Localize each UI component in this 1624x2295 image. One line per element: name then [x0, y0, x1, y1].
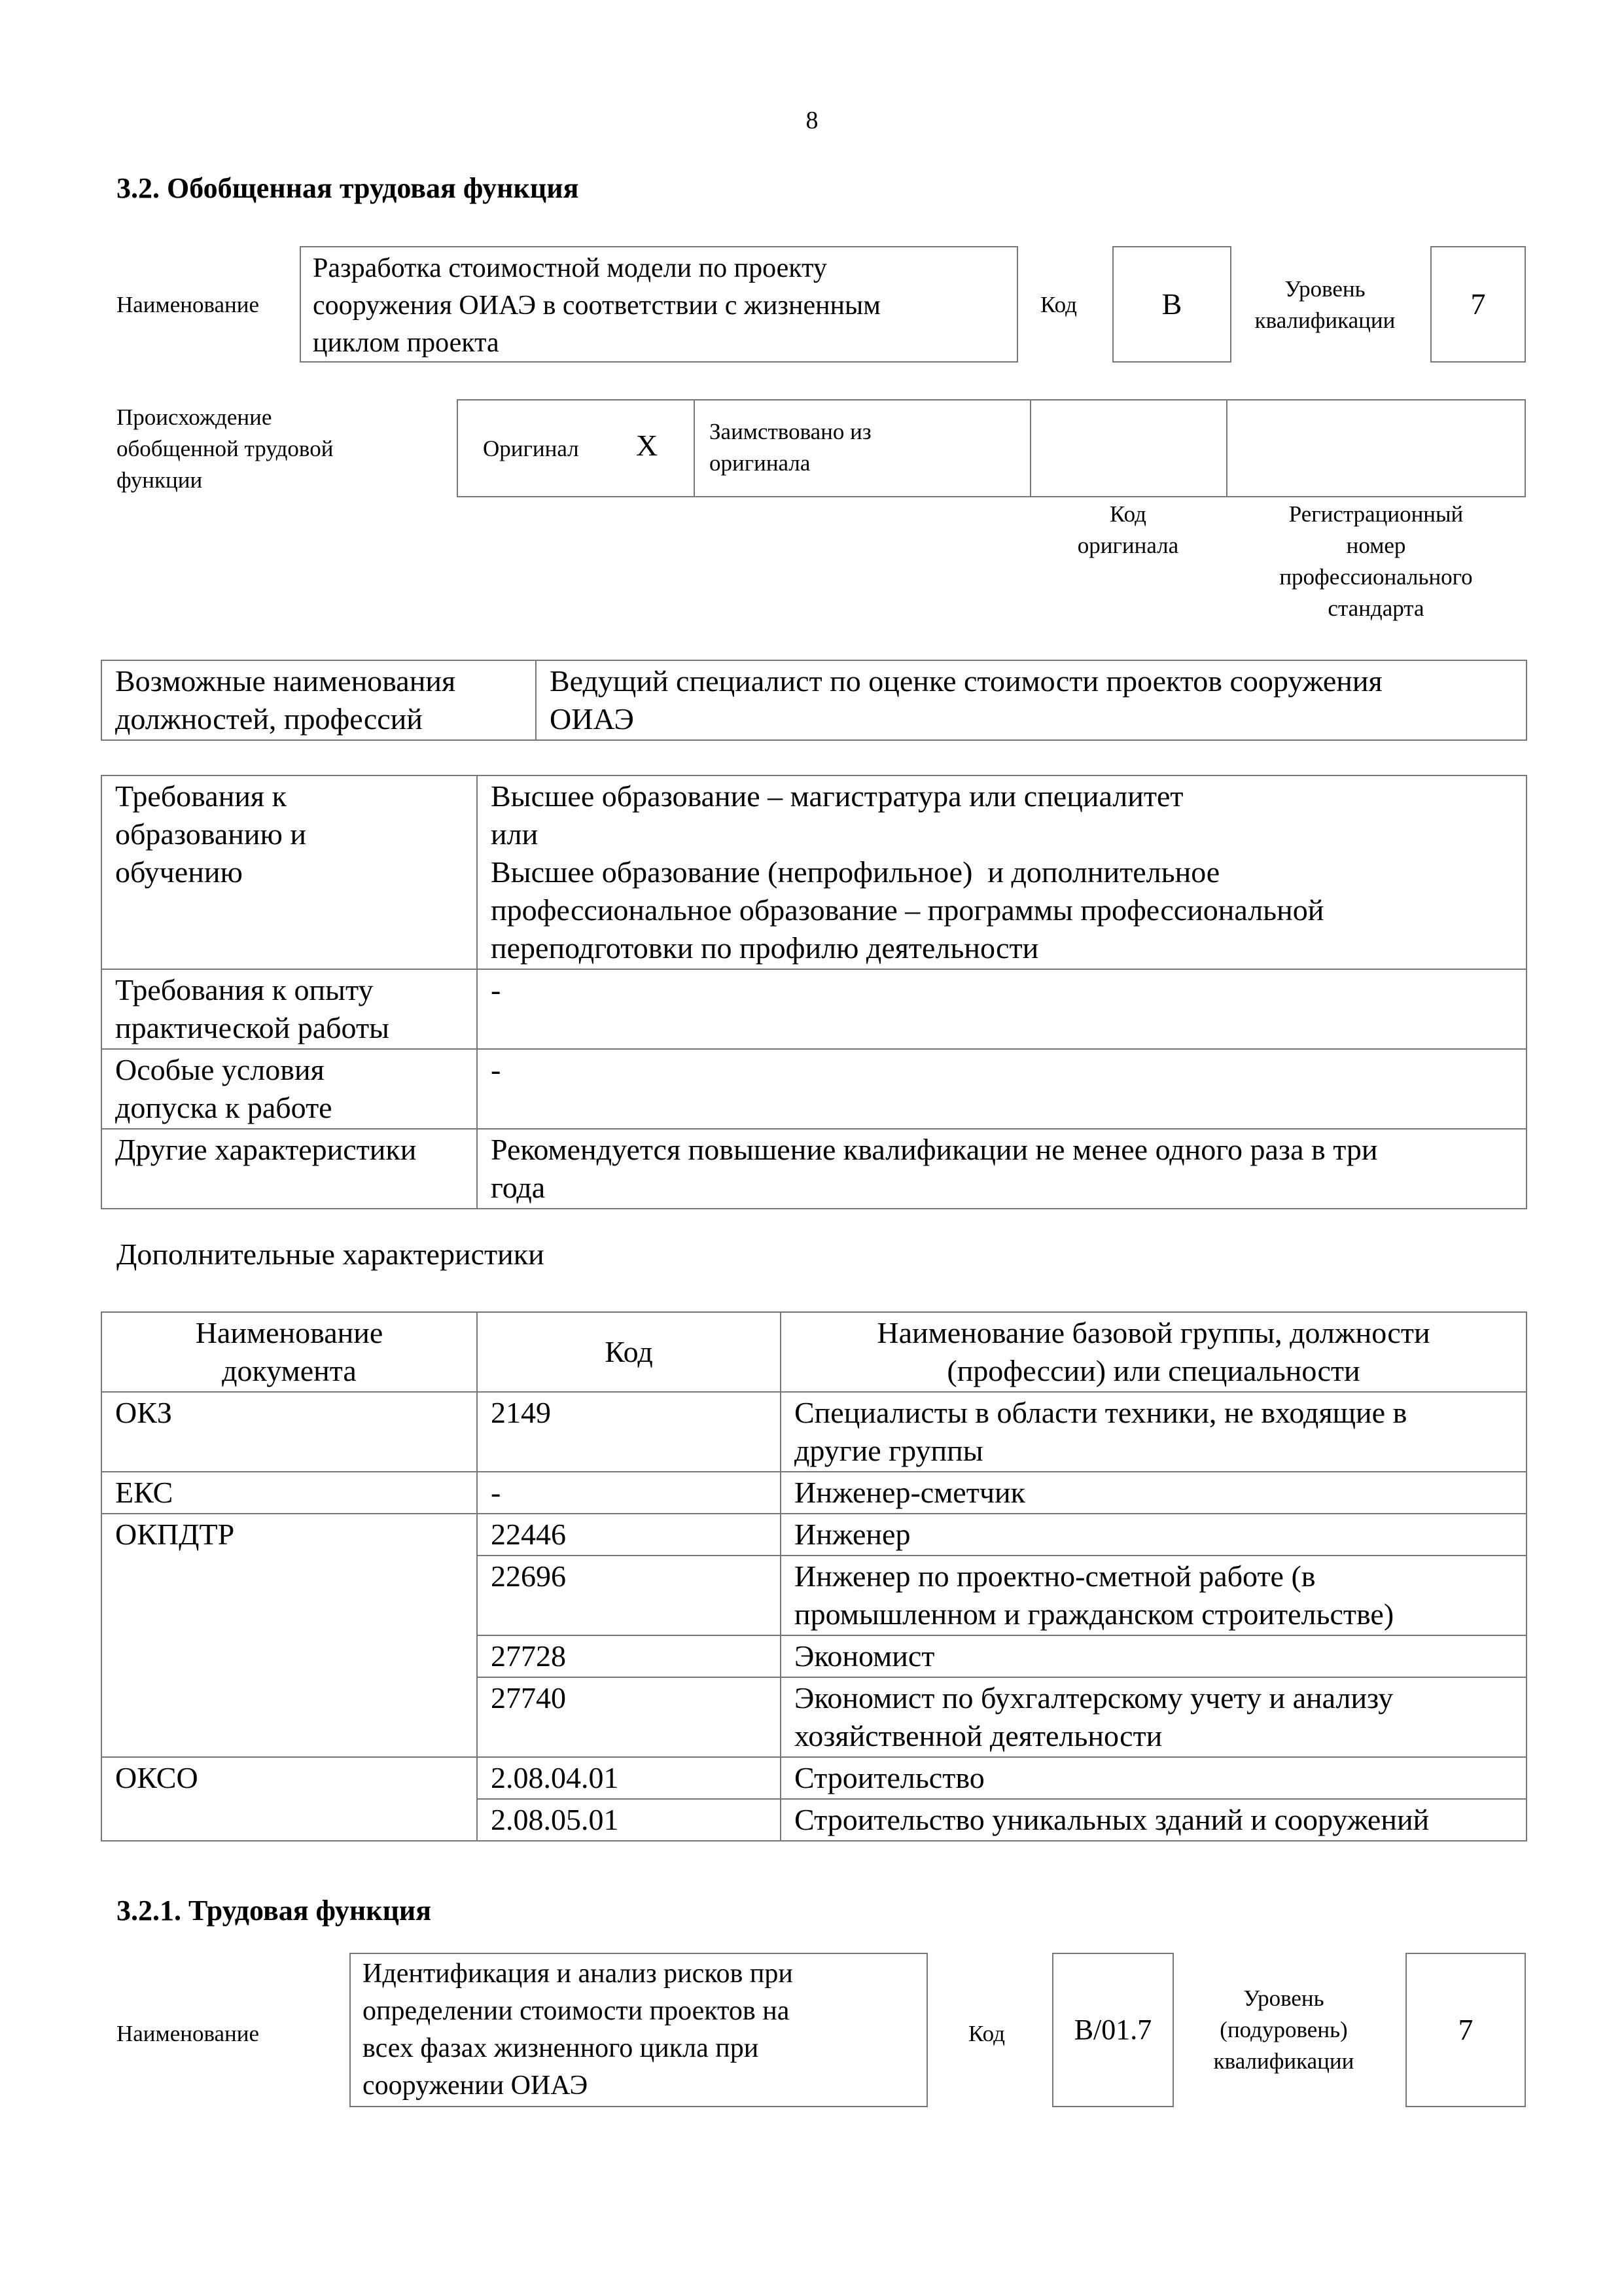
cell-line: ОИАЭ — [550, 702, 634, 736]
tf-name-line: всех фазах жизненного цикла при — [362, 2033, 759, 2063]
code-cell: - — [477, 1472, 781, 1514]
origin-label — [116, 402, 333, 496]
table-row — [101, 775, 1527, 969]
req-label — [101, 969, 477, 1049]
cell-line: или — [491, 817, 538, 851]
cell-line: Требования к опыту — [115, 973, 374, 1006]
table-row — [101, 1472, 1527, 1514]
req-value — [477, 775, 1527, 969]
borrowed-label — [709, 416, 872, 479]
original-mark: X — [636, 429, 658, 462]
name-cell — [781, 1757, 1527, 1799]
level-value: 7 — [1430, 246, 1526, 363]
cell-line: Экономист — [794, 1639, 935, 1673]
origin-label-line: функции — [116, 467, 203, 493]
requirements-table — [101, 775, 1527, 1209]
cell-line: Высшее образование – магистратура или специалитет — [491, 779, 1184, 813]
doc-cell: ЕКС — [101, 1472, 477, 1514]
page-number: 8 — [805, 107, 819, 134]
positions-value — [536, 660, 1527, 740]
caption-line: стандарта — [1328, 596, 1424, 621]
cell-line: образованию и — [115, 817, 306, 851]
borrowed-line: оригинала — [709, 450, 811, 476]
code-cell: 22696 — [477, 1556, 781, 1635]
level-value: 7 — [1405, 1953, 1526, 2107]
doc-cell: ОКПДТР — [101, 1514, 477, 1757]
positions-label — [101, 660, 536, 740]
req-label — [101, 1129, 477, 1209]
name-cell — [781, 1392, 1527, 1472]
level-label-line: Уровень — [1284, 276, 1366, 302]
tf-name-line: Идентификация и анализ рисков при — [362, 1959, 793, 1989]
origin-label-line: Происхождение — [116, 404, 272, 430]
cell-line: обучению — [115, 855, 243, 889]
cell-line: Инженер по проектно-сметной работе (в — [794, 1559, 1316, 1593]
cell-line: должностей, профессий — [115, 702, 423, 736]
origin-divider — [1030, 399, 1031, 497]
header-doc — [101, 1312, 477, 1392]
positions-table — [101, 660, 1527, 741]
level-label — [1197, 1983, 1370, 2077]
doc-cell: ОКЗ — [101, 1392, 477, 1472]
code-cell: 27740 — [477, 1677, 781, 1757]
gtf-name-box — [300, 246, 1018, 363]
origin-divider — [694, 399, 695, 497]
cell-line: Наименование базовой группы, должности — [877, 1316, 1430, 1349]
cell-line: Ведущий специалист по оценке стоимости проектов сооружения — [550, 664, 1383, 698]
code-label: Код — [968, 2021, 1005, 2046]
name-label: Наименование — [116, 292, 260, 317]
req-label — [101, 1049, 477, 1129]
name-cell — [781, 1472, 1527, 1514]
code-cell: 2149 — [477, 1392, 781, 1472]
code-value: B — [1112, 246, 1231, 363]
cell-line: профессиональное образование – программы профессиональной — [491, 893, 1324, 927]
cell-line: Другие характеристики — [115, 1133, 417, 1166]
code-cell: 2.08.04.01 — [477, 1757, 781, 1799]
req-value — [477, 969, 1527, 1049]
level-label — [1243, 274, 1407, 336]
cell-line: практической работы — [115, 1011, 389, 1044]
cell-line: Специалисты в области техники, не входящие в — [794, 1396, 1407, 1429]
cell-line: (профессии) или специальности — [947, 1354, 1360, 1387]
name-cell — [781, 1799, 1527, 1841]
table-header-row — [101, 1312, 1527, 1392]
req-label — [101, 775, 477, 969]
level-label-line: квалификации — [1213, 2048, 1354, 2074]
cell-line: Экономист по бухгалтерскому учету и анализу — [794, 1681, 1394, 1715]
cell-line: - — [491, 973, 501, 1006]
original-label: Оригинал — [483, 436, 579, 461]
doc-cell: ОКСО — [101, 1757, 477, 1841]
req-value — [477, 1129, 1527, 1209]
cell-line: промышленном и гражданском строительстве) — [794, 1597, 1394, 1631]
cell-line: Рекомендуется повышение квалификации не менее одного раза в три — [491, 1133, 1378, 1166]
req-value — [477, 1049, 1527, 1129]
name-cell — [781, 1556, 1527, 1635]
table-row — [101, 1129, 1527, 1209]
caption-line: оригинала — [1077, 533, 1179, 558]
table-row — [101, 969, 1527, 1049]
code-cell: 2.08.05.01 — [477, 1799, 781, 1841]
header-group — [781, 1312, 1527, 1392]
level-label-line: квалификации — [1254, 308, 1396, 333]
cell-line: Наименование — [195, 1316, 383, 1349]
table-row — [101, 1757, 1527, 1799]
section-title: 3.2.1. Трудовая функция — [116, 1895, 432, 1927]
cell-line: - — [491, 1053, 501, 1086]
cell-line: допуска к работе — [115, 1091, 332, 1124]
cell-line: Особые условия — [115, 1053, 325, 1086]
caption-line: номер — [1346, 533, 1406, 558]
level-label-line: Уровень — [1243, 1985, 1324, 2011]
table-row — [101, 1392, 1527, 1472]
code-cell: 22446 — [477, 1514, 781, 1556]
table-row — [101, 1514, 1527, 1556]
table-row — [101, 660, 1527, 740]
origin-box — [457, 399, 1526, 497]
reg-number-caption — [1226, 499, 1526, 624]
cell-line: Инженер — [794, 1518, 911, 1551]
caption-line: Код — [1110, 501, 1146, 527]
gtf-name-line: циклом проекта — [313, 328, 499, 358]
cell-line: документа — [222, 1354, 357, 1387]
header-code: Код — [477, 1312, 781, 1392]
name-label: Наименование — [116, 2021, 260, 2046]
cell-line: Строительство — [794, 1761, 985, 1794]
cell-line: Высшее образование (непрофильное) и дополнительное — [491, 855, 1220, 889]
caption-line: Регистрационный — [1288, 501, 1464, 527]
origin-label-line: обобщенной трудовой — [116, 436, 334, 461]
cell-line: года — [491, 1171, 546, 1204]
tf-name-line: определении стоимости проектов на — [362, 1996, 790, 2026]
name-cell — [781, 1677, 1527, 1757]
code-original-caption — [1030, 499, 1226, 561]
cell-line: хозяйственной деятельности — [794, 1719, 1163, 1752]
additional-title: Дополнительные характеристики — [116, 1237, 544, 1271]
name-cell — [781, 1514, 1527, 1556]
level-label-line: (подуровень) — [1220, 2017, 1348, 2042]
code-value: B/01.7 — [1052, 1953, 1174, 2107]
section-title: 3.2. Обобщенная трудовая функция — [116, 172, 579, 204]
borrowed-line: Заимствовано из — [709, 419, 872, 444]
additional-table — [101, 1311, 1527, 1841]
caption-line: профессионального — [1279, 564, 1473, 590]
code-label: Код — [1040, 292, 1077, 317]
name-cell — [781, 1635, 1527, 1677]
cell-line: Возможные наименования — [115, 664, 456, 698]
code-cell: 27728 — [477, 1635, 781, 1677]
gtf-name-line: Разработка стоимостной модели по проекту — [313, 253, 827, 283]
gtf-name-line: сооружения ОИАЭ в соответствии с жизненным — [313, 291, 881, 321]
cell-line: переподготовки по профилю деятельности — [491, 931, 1039, 965]
tf-name-box — [349, 1953, 928, 2107]
cell-line: Строительство уникальных зданий и сооружений — [794, 1803, 1430, 1836]
cell-line: Инженер-сметчик — [794, 1476, 1025, 1509]
tf-name-line: сооружении ОИАЭ — [362, 2071, 588, 2101]
table-row — [101, 1049, 1527, 1129]
cell-line: Требования к — [115, 779, 287, 813]
origin-divider — [1226, 399, 1227, 497]
cell-line: другие группы — [794, 1434, 983, 1467]
